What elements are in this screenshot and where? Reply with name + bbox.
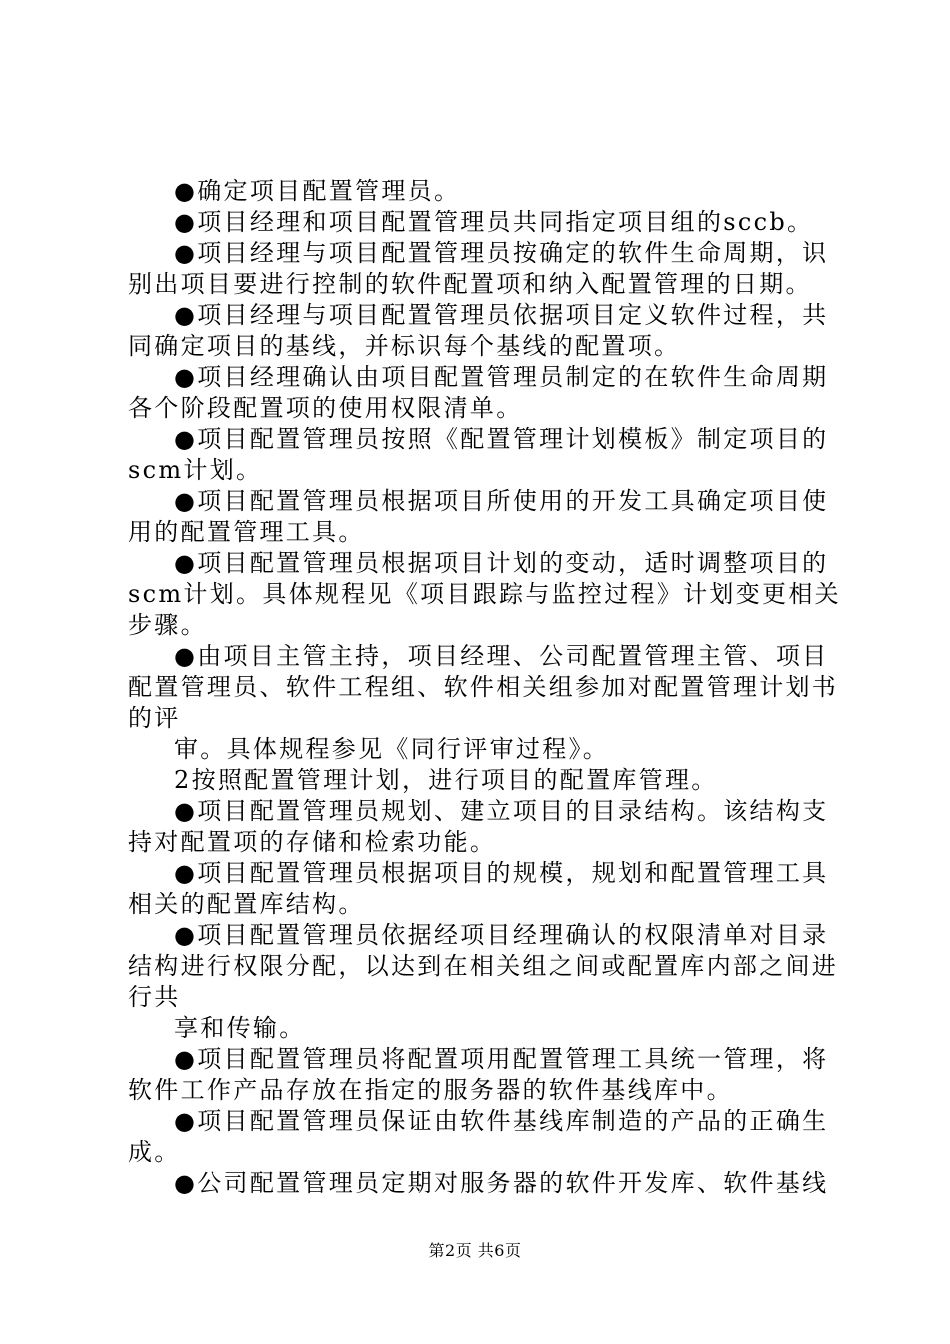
text-line: ●项目配置管理员按照《配置管理计划模板》制定项目的 bbox=[174, 425, 829, 453]
text-line: 审。具体规程参见《同行评审过程》。 bbox=[174, 735, 610, 763]
text-line: 配置管理员、软件工程组、软件相关组参加对配置管理计划书 bbox=[128, 673, 839, 701]
text-line: 持对配置项的存储和检索功能。 bbox=[128, 828, 497, 856]
text-line: ●项目经理和项目配置管理员共同指定项目组的sccb。 bbox=[174, 208, 814, 236]
text-line: 别出项目要进行控制的软件配置项和纳入配置管理的日期。 bbox=[128, 270, 812, 298]
text-line: 2按照配置管理计划，进行项目的配置库管理。 bbox=[174, 766, 718, 794]
text-line: 用的配置管理工具。 bbox=[128, 518, 365, 546]
text-line: ●公司配置管理员定期对服务器的软件开发库、软件基线 bbox=[174, 1169, 829, 1197]
text-line: 同确定项目的基线，并标识每个基线的配置项。 bbox=[128, 332, 681, 360]
text-line: 的评 bbox=[128, 704, 181, 732]
text-line: 结构进行权限分配，以达到在相关组之间或配置库内部之间进 bbox=[128, 952, 839, 980]
text-line: 相关的配置库结构。 bbox=[128, 890, 365, 918]
text-line: 成。 bbox=[128, 1138, 181, 1166]
text-line: 行共 bbox=[128, 983, 181, 1011]
text-line: ●项目配置管理员根据项目计划的变动，适时调整项目的 bbox=[174, 549, 829, 577]
text-line: ●项目配置管理员规划、建立项目的目录结构。该结构支 bbox=[174, 797, 829, 825]
page-footer: 第2页 共6页 bbox=[428, 1241, 522, 1260]
text-line: 各个阶段配置项的使用权限清单。 bbox=[128, 394, 523, 422]
text-line: ●项目经理与项目配置管理员依据项目定义软件过程，共 bbox=[174, 301, 829, 329]
text-line: 软件工作产品存放在指定的服务器的软件基线库中。 bbox=[128, 1076, 733, 1104]
text-line: ●项目配置管理员根据项目的规模，规划和配置管理工具 bbox=[174, 859, 829, 887]
text-line: scm计划。 bbox=[128, 456, 263, 484]
text-line: ●项目配置管理员保证由软件基线库制造的产品的正确生 bbox=[174, 1107, 829, 1135]
text-line: 享和传输。 bbox=[174, 1014, 306, 1042]
text-line: ●项目配置管理员依据经项目经理确认的权限清单对目录 bbox=[174, 921, 829, 949]
text-line: ●项目经理确认由项目配置管理员制定的在软件生命周期 bbox=[174, 363, 829, 391]
text-line: ●项目经理与项目配置管理员按确定的软件生命周期，识 bbox=[174, 239, 829, 267]
text-line: ●项目配置管理员根据项目所使用的开发工具确定项目使 bbox=[174, 487, 829, 515]
text-line: 步骤。 bbox=[128, 611, 207, 639]
text-line: scm计划。具体规程见《项目跟踪与监控过程》计划变更相关 bbox=[128, 580, 841, 608]
text-line: ●确定项目配置管理员。 bbox=[174, 177, 461, 205]
text-line: ●由项目主管主持，项目经理、公司配置管理主管、项目 bbox=[174, 642, 829, 670]
text-line: ●项目配置管理员将配置项用配置管理工具统一管理，将 bbox=[174, 1045, 829, 1073]
